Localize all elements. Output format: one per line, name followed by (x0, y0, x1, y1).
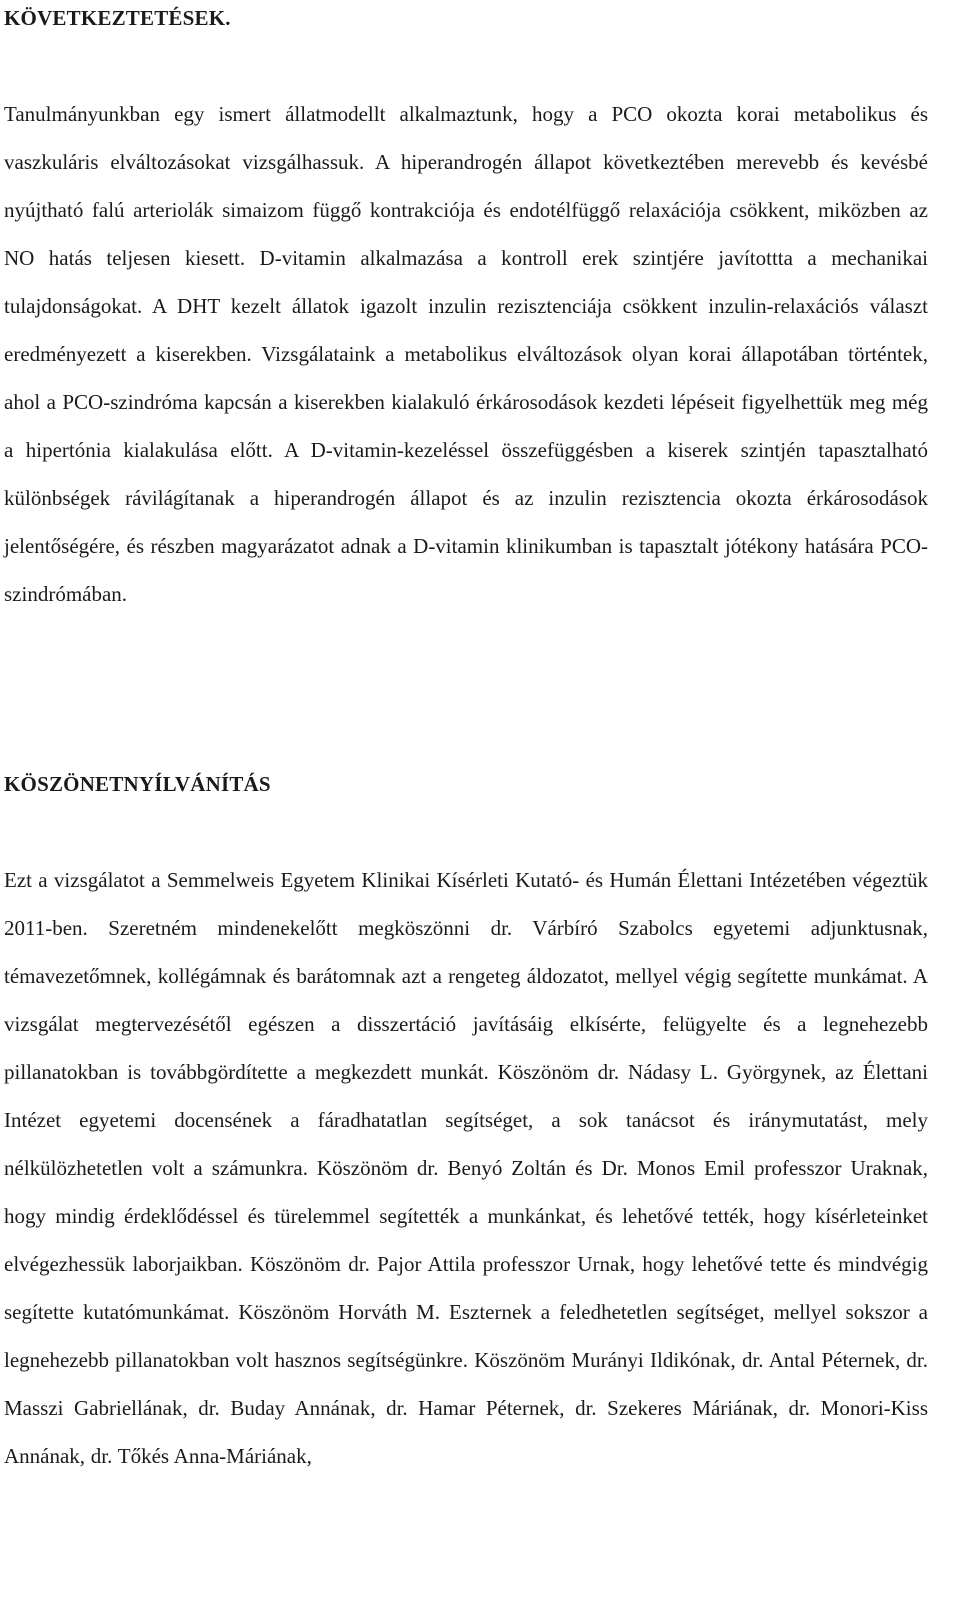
conclusions-paragraph: Tanulmányunkban egy ismert állatmodellt alkalmaztunk, hogy a PCO okozta korai metabolikus és vaszkuláris elváltozásokat vizsgálhassuk. A hiperandrogén állapot következtében merevebb és kevésbé nyújtható falú arteriolák simaizom függő kontrakciója és endotélfüggő relaxációja csökkent, miközben az NO hatás teljesen kiesett. D-vitamin alkalmazása a kontroll erek szintjére javítottta a mechanikai tulajdonságokat. A DHT kezelt állatok igazolt inzulin rezisztenciája csökkent inzulin-relaxációs választ eredményezett a kiserekben. Vizsgálataink a metabolikus elváltozások olyan korai állapotában történtek, ahol a PCO-szindróma kapcsán a kiserekben kialakuló érkárosodások kezdeti lépéseit figyelhettük meg még a hipertónia kialakulása előtt. A D-vitamin-kezeléssel összefüggésben a kiserek szintjén tapasztalható különbségek rávilágítanak a hiperandrogén állapot és az inzulin rezisztencia okozta érkárosodások jelentőségére, és részben magyarázatot adnak a D-vitamin klinikumban is tapasztalt jótékony hatására PCO-szindrómában. (4, 102, 928, 606)
section-heading-acknowledgements: KÖSZÖNETNYÍLVÁNÍTÁS (4, 772, 271, 796)
section-heading-conclusions: KÖVETKEZTETÉSEK. (4, 6, 231, 30)
acknowledgements-paragraph: Ezt a vizsgálatot a Semmelweis Egyetem Klinikai Kísérleti Kutató- és Humán Élettani Intézetében végeztük 2011-ben. Szeretném mindenekelőtt megköszönni dr. Várbíró Szabolcs egyetemi adjunktusnak, témavezetőmnek, kollégámnak és barátomnak azt a rengeteg áldozatot, mellyel végig segítette munkámat. A vizsgálat megtervezésétől egészen a disszertáció javításáig elkísérte, felügyelte és a legnehezebb pillanatokban is továbbgördítette a megkezdett munkát. Köszönöm dr. Nádasy L. Györgynek, az Élettani Intézet egyetemi docensének a fáradhatatlan segítséget, a sok tanácsot és iránymutatást, mely nélkülözhetetlen volt a számunkra. Köszönöm dr. Benyó Zoltán és Dr. Monos Emil professzor Uraknak, hogy mindig érdeklődéssel és türelemmel segítették a munkánkat, és lehetővé tették, hogy kísérleteinket elvégezhessük laborjaikban. Köszönöm dr. Pajor Attila professzor Urnak, hogy lehetővé tette és mindvégig segítette kutatómunkámat. Köszönöm Horváth M. Eszternek a feledhetetlen segítséget, mellyel sokszor a legnehezebb pillanatokban volt hasznos segítségünkre. Köszönöm Murányi Ildikónak, dr. Antal Péternek, dr. Masszi Gabriellának, dr. Buday Annának, dr. Hamar Péternek, dr. Szekeres Máriának, dr. Monori-Kiss Annának, dr. Tőkés Anna-Máriának, (4, 868, 928, 1468)
